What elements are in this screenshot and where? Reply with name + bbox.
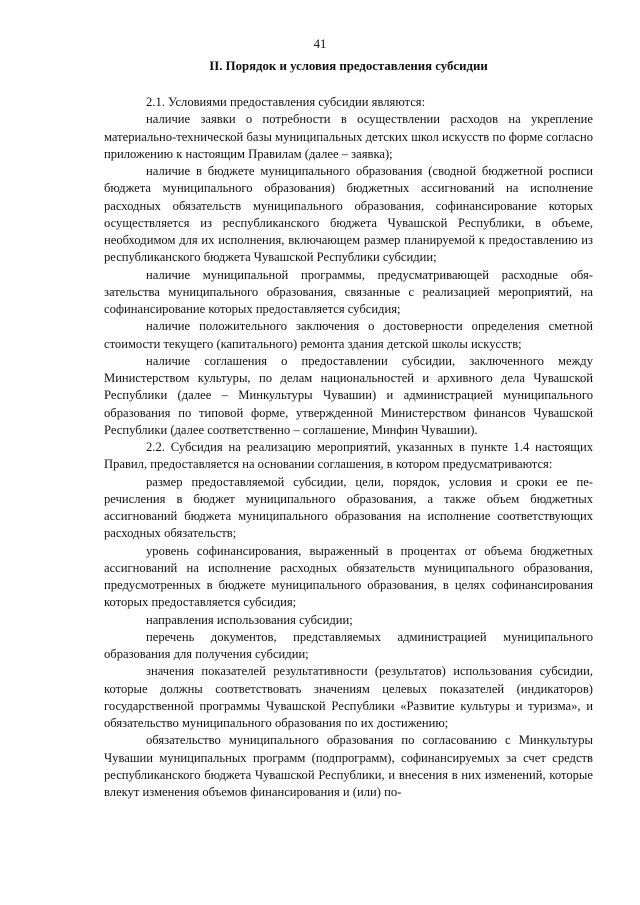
paragraph: уровень софинансирования, выраженный в процентах от объема бюджетных ассигнований на исполнение расходных обязательств муниципального образования, предусмотренных в бюджете муниципального образования, в целях софинансирования которых предоставляется субсидия;: [104, 543, 593, 610]
paragraph: наличие соглашения о предоставлении субсидии, заключенного между Министерством культуры, по делам национальностей и архивного дела Чувашской Республики (далее – Минкультуры Чувашии) и администрацией муниципального образования по типовой форме, утвержденной Министерством финансов Чувашской Республики (далее соответственно – соглашение, Минфин Чувашии).: [104, 353, 593, 437]
paragraph: направления использования субсидии;: [146, 612, 353, 627]
paragraph: значения показателей результативности (результатов) использования субсидии, которые должны соответствовать значениям целевых показателей (индикаторов) государственной программы Чувашской Республики «Развитие культуры и туризма», и обязательство муниципального образования по их достижению;: [104, 664, 593, 730]
paragraph: наличие муниципальной программы, предусматривающей расходные обязательства муниципального образования, связанные с реализацией мероприятий, на софинансирование которых предоставляется субсидия;: [104, 267, 593, 316]
paragraph: обязательство муниципального образования по согласованию с Минкультуры Чувашии муниципальных программ (подпрограмм), софинансируемых за счет средств республиканского бюджета Чувашской Республики, и внесения в них изменений, которые влекут изменения объемов финансирования и (или) по-: [104, 733, 593, 799]
paragraph: наличие заявки о потребности в осуществлении расходов на укрепление материально-технической базы муниципальных детских школ искусств по форме согласно приложению к настоящим Правилам (далее – заявка);: [104, 112, 593, 161]
paragraph: 2.2. Субсидия на реализацию мероприятий, указанных в пункте 1.4 настоящих Правил, предоставляется на основании соглашения, в котором предусматриваются:: [104, 440, 593, 472]
section-heading: II. Порядок и условия предоставления субсидии: [209, 59, 488, 73]
paragraph: перечень документов, представляемых администрацией муниципального образования для получения субсидии;: [104, 629, 593, 661]
paragraph: наличие в бюджете муниципального образования (сводной бюджетной росписи бюджета муниципального образования) бюджетных ассигнований на исполнение расходных обязательств муниципального образования, софинансирование которых осуществляется из республиканского бюджета Чувашской Республики, в объеме, необходимом для их исполнения, включающем размер планируемой к предоставлению из республиканского бюджета Чувашской Республики субсидии;: [104, 164, 593, 265]
document-body: [104, 94, 593, 801]
paragraph: наличие положительного заключения о достоверности определения сметной стоимости текущего (капитального) ремонта здания детской школы искусств;: [104, 319, 593, 351]
paragraph: размер предоставляемой субсидии, цели, порядок, условия и сроки ее перечисления в бюджет муниципального образования, а также объем бюджетных ассигнований бюджета муниципального образования на исполнение соответствующих расходных обязательств;: [104, 474, 593, 541]
paragraph: 2.1. Условиями предоставления субсидии являются:: [146, 95, 426, 109]
page-number: 41: [313, 37, 327, 51]
